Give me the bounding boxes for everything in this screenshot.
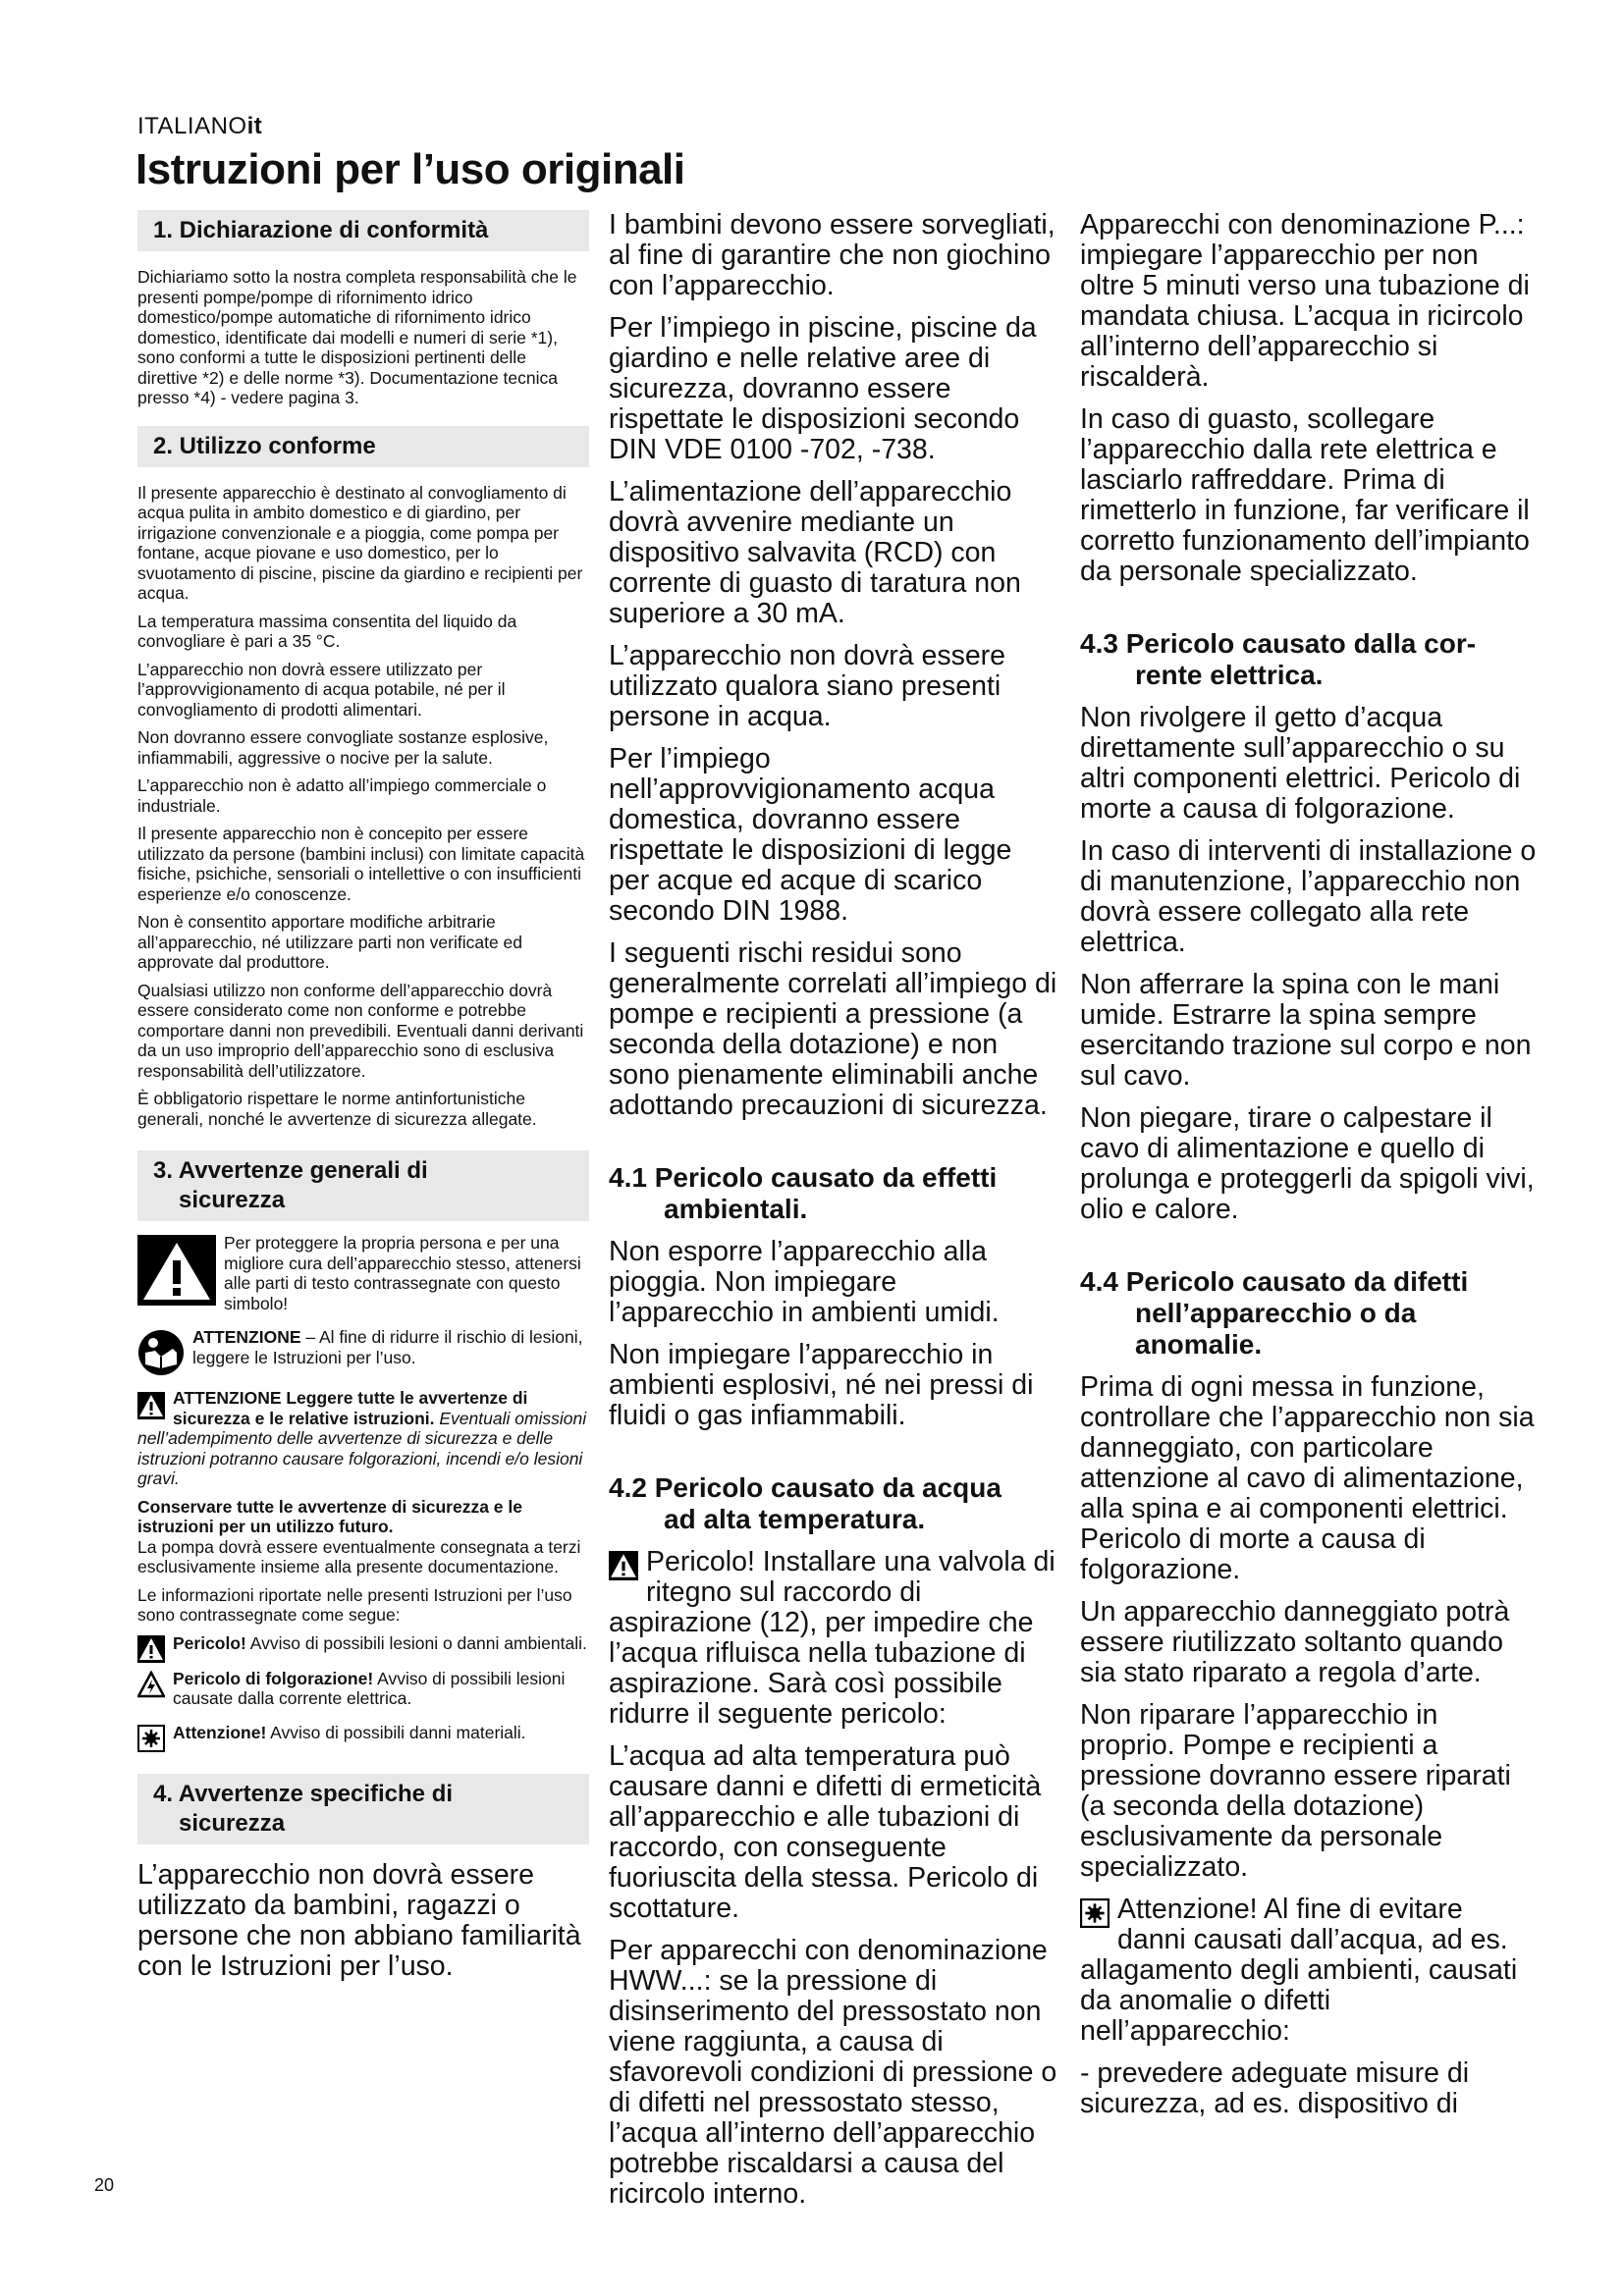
paragraph: Per l’impiego in piscine, piscine da giardino e nelle relative aree di sicurezza, dovranno essere rispettate le disposizioni secondo DIN VDE 0100 -702, -738.	[609, 312, 1037, 465]
paragraph: La temperatura massima consentita del liquido da convogliare è pari a 35 °C.	[137, 611, 517, 651]
list-item: - prevedere adeguate misure di sicurezza, ad es. dispositivo di	[1080, 2057, 1470, 2119]
paragraph: Qualsiasi utilizzo non conforme dell’apparecchio dovrà essere considerato come non conforme e potrebbe comportare danni non prevedibili. Eventuali danni derivanti da un uso improprio dell’apparecchio sono di esclusiva responsabilità dell’utilizzatore.	[137, 980, 584, 1081]
paragraph: L’apparecchio non è adatto all’impiego commerciale o industriale.	[137, 775, 547, 816]
paragraph: L’alimentazione dell’apparecchio dovrà avvenire mediante un dispositivo salvavita (RCD) con corrente di guasto di taratura non superiore a 30 mA.	[609, 476, 1021, 629]
danger-paragraph: Pericolo! Installare una valvola di ritegno sul raccordo di aspirazione (12), per impedire che l’acqua rifluisca nella tubazione di aspirazione. Sarà così possibile ridurre il seguente pericolo:	[609, 1546, 1056, 1730]
paragraph: Le informazioni riportate nelle presenti Istruzioni per l’uso sono contrassegnate come segue:	[137, 1584, 572, 1625]
page-number: 20	[94, 2175, 115, 2195]
paragraph: Non piegare, tirare o calpestare il cavo di alimentazione e quello di prolunga e proteggerli da spigoli vivi, olio e calore.	[1080, 1102, 1535, 1225]
read-manual-icon	[137, 1329, 185, 1376]
paragraph: Non esporre l’apparecchio alla pioggia. Non impiegare l’apparecchio in ambienti umidi.	[609, 1236, 1000, 1328]
section-heading-2: 2. Utilizzo conforme	[137, 426, 589, 467]
warning-triangle-icon	[137, 1235, 216, 1306]
paragraph: Non impiegare l’apparecchio in ambienti esplosivi, né nei pressi di fluidi o gas infiammabili.	[609, 1339, 1034, 1431]
paragraph: Un apparecchio danneggiato potrà essere riutilizzato soltanto quando sia stato riparato a regola d’arte.	[1080, 1596, 1510, 1688]
paragraph: In caso di interventi di installazione o di manutenzione, l’apparecchio non dovrà essere collegato alla rete elettrica.	[1080, 835, 1537, 958]
paragraph: Non riparare l’apparecchio in proprio. Pompe e recipienti a pressione dovranno essere riparati (a seconda della dotazione) esclusivamente da personale specializzato.	[1080, 1699, 1511, 1883]
paragraph: Il presente apparecchio non è concepito per essere utilizzato da persone (bambini inclusi) con limitate capacità fisiche, psichiche, sensoriali o intellettive o con insufficienti esperienze e/o conoscenze.	[137, 824, 585, 904]
keep-instructions: Conservare tutte le avvertenze di sicurezza e le istruzioni per un utilizzo futuro.	[137, 1496, 522, 1536]
material-damage-icon	[1080, 1898, 1110, 1928]
column-1	[137, 210, 589, 1994]
paragraph: Prima di ogni messa in funzione, controllare che l’apparecchio non sia danneggiato, con particolare attenzione al cavo di alimentazione, alla spina e ai componenti elettrici. Pericolo di morte a causa di folgorazione.	[1080, 1371, 1535, 1585]
warning-note: Per proteggere la propria persona e per una migliore cura dell’apparecchio stesso, attenersi alle parti di testo contrassegnate con questo simbolo!	[137, 1233, 589, 1321]
attention-paragraph: Attenzione! Al fine di evitare danni causati dall’acqua, ad es. allagamento degli ambienti, causati da anomalie o difetti nell’apparecchio:	[1080, 1894, 1518, 2047]
paragraph: Non è consentito apportare modifiche arbitrarie all’apparecchio, né utilizzare parti non verificate ed approvate dal produttore.	[137, 912, 523, 972]
language-label: ITALIANOit	[137, 113, 263, 139]
paragraph: L’apparecchio non dovrà essere utilizzato qualora siano presenti persone in acqua.	[609, 640, 1006, 732]
warning-triangle-icon	[137, 1392, 165, 1419]
subsection-heading-4-2: 4.2 Pericolo causato da acqua ad alta temperatura.	[609, 1472, 1001, 1534]
danger-icon	[609, 1551, 638, 1580]
paragraph: In caso di guasto, scollegare l’apparecchio dalla rete elettrica e lasciarlo raffreddare. Prima di rimetterlo in funzione, far verificare il corretto funzionamento dell’impianto da personale specializzato.	[1080, 403, 1530, 587]
paragraph: I bambini devono essere sorvegliati, al fine di garantire che non giochino con l’apparecchio.	[609, 209, 1056, 301]
legend-attention: Attenzione! Avviso di possibili danni materiali.	[137, 1723, 589, 1752]
material-damage-icon	[137, 1725, 165, 1752]
section-heading-1: 1. Dichiarazione di conformità	[137, 210, 589, 251]
subsection-heading-4-3: 4.3 Pericolo causato dalla cor- rente elettrica.	[1080, 628, 1477, 690]
paragraph: Dichiariamo sotto la nostra completa responsabilità che le presenti pompe/pompe di rifornimento idrico domestico/pompe automatiche di rifornimento idrico domestico, identificate dai modelli e numeri di serie *1), sono conformi a tutte le disposizioni pertinenti delle direttive *2) e delle norme *3). Documentazione tecnica presso *4) - vedere pagina 3.	[137, 267, 577, 407]
legend-electric: Pericolo di folgorazione! Avviso di possibili lesioni causate dalla corrente elettrica.	[137, 1669, 589, 1717]
paragraph: I seguenti rischi residui sono generalmente correlati all’impiego di pompe e recipienti a pressione (a seconda della dotazione) e non sono pienamente eliminabili anche adottando precauzioni di sicurezza.	[609, 937, 1057, 1121]
paragraph: L’apparecchio non dovrà essere utilizzato da bambini, ragazzi o persone che non abbiano familiarità con le Istruzioni per l’uso.	[137, 1858, 581, 1982]
paragraph: La pompa dovrà essere eventualmente consegnata a terzi esclusivamente insieme alla presente documentazione.	[137, 1536, 581, 1576]
section-heading-4: 4. Avvertenze specifiche di sicurezza	[137, 1774, 589, 1844]
column-2	[609, 210, 1058, 2221]
subsection-heading-4-1: 4.1 Pericolo causato da effetti ambientali.	[609, 1162, 998, 1224]
attention-note-2: ATTENZIONE Leggere tutte le avvertenze di sicurezza e le relative istruzioni. Eventuali omissioni nell’adempimento delle avvertenze di sicurezza e delle istruzioni potranno causare folgorazioni, incendi e/o lesioni gravi.	[137, 1388, 587, 1488]
paragraph: Per l’impiego nell’approvvigionamento acqua domestica, dovranno essere rispettate le disposizioni di legge per acque ed acque di scarico secondo DIN 1988.	[609, 743, 1012, 927]
paragraph: L’apparecchio non dovrà essere utilizzato per l’approvvigionamento di acqua potabile, né per il convogliamento di prodotti alimentari.	[137, 659, 506, 720]
attention-note: ATTENZIONE – Al fine di ridurre il rischio di lesioni, leggere le Istruzioni per l’uso.	[137, 1327, 589, 1376]
paragraph: Non afferrare la spina con le mani umide. Estrarre la spina sempre esercitando trazione sul corpo e non sul cavo.	[1080, 969, 1532, 1092]
paragraph: È obbligatorio rispettare le norme antinfortunistiche generali, nonché le avvertenze di sicurezza allegate.	[137, 1089, 537, 1129]
section-heading-3: 3. Avvertenze generali di sicurezza	[137, 1150, 589, 1221]
paragraph: Apparecchi con denominazione P...: impiegare l’apparecchio per non oltre 5 minuti verso una tubazione di mandata chiusa. L’acqua in ricircolo all’interno dell’apparecchio si riscalderà.	[1080, 209, 1530, 393]
electric-shock-icon	[137, 1671, 165, 1698]
column-3	[1080, 210, 1537, 2131]
legend-danger: Pericolo! Avviso di possibili lesioni o danni ambientali.	[137, 1633, 589, 1663]
paragraph: Il presente apparecchio è destinato al convogliamento di acqua pulita in ambito domestico e di giardino, per irrigazione convenzionale e a pioggia, come pompa per fontane, acque piovane e uso domestico, per lo svuotamento di piscine, piscine da giardino e recipienti per acqua.	[137, 482, 583, 603]
danger-icon	[137, 1635, 165, 1663]
subsection-heading-4-4: 4.4 Pericolo causato da difetti nell’apparecchio o da anomalie.	[1080, 1266, 1469, 1360]
paragraph: Per apparecchi con denominazione HWW...: se la pressione di disinserimento del pressostato non viene raggiunta, a causa di sfavorevoli condizioni di pressione o di difetti nel pressostato stesso, l’acqua all’interno dell’apparecchio potrebbe riscaldarsi a causa del ricircolo interno.	[609, 1935, 1057, 2210]
paragraph: Non rivolgere il getto d’acqua direttamente sull’apparecchio o su altri componenti elettrici. Pericolo di morte a causa di folgorazione.	[1080, 702, 1521, 825]
paragraph: Non dovranno essere convogliate sostanze esplosive, infiammabili, aggressive o nocive per la salute.	[137, 727, 549, 768]
page-title: Istruzioni per l’uso originali	[135, 145, 685, 193]
paragraph: L’acqua ad alta temperatura può causare danni e difetti di ermeticità all’apparecchio e alle tubazioni di raccordo, con conseguente fuoriuscita della stessa. Pericolo di scottature.	[609, 1740, 1042, 1924]
